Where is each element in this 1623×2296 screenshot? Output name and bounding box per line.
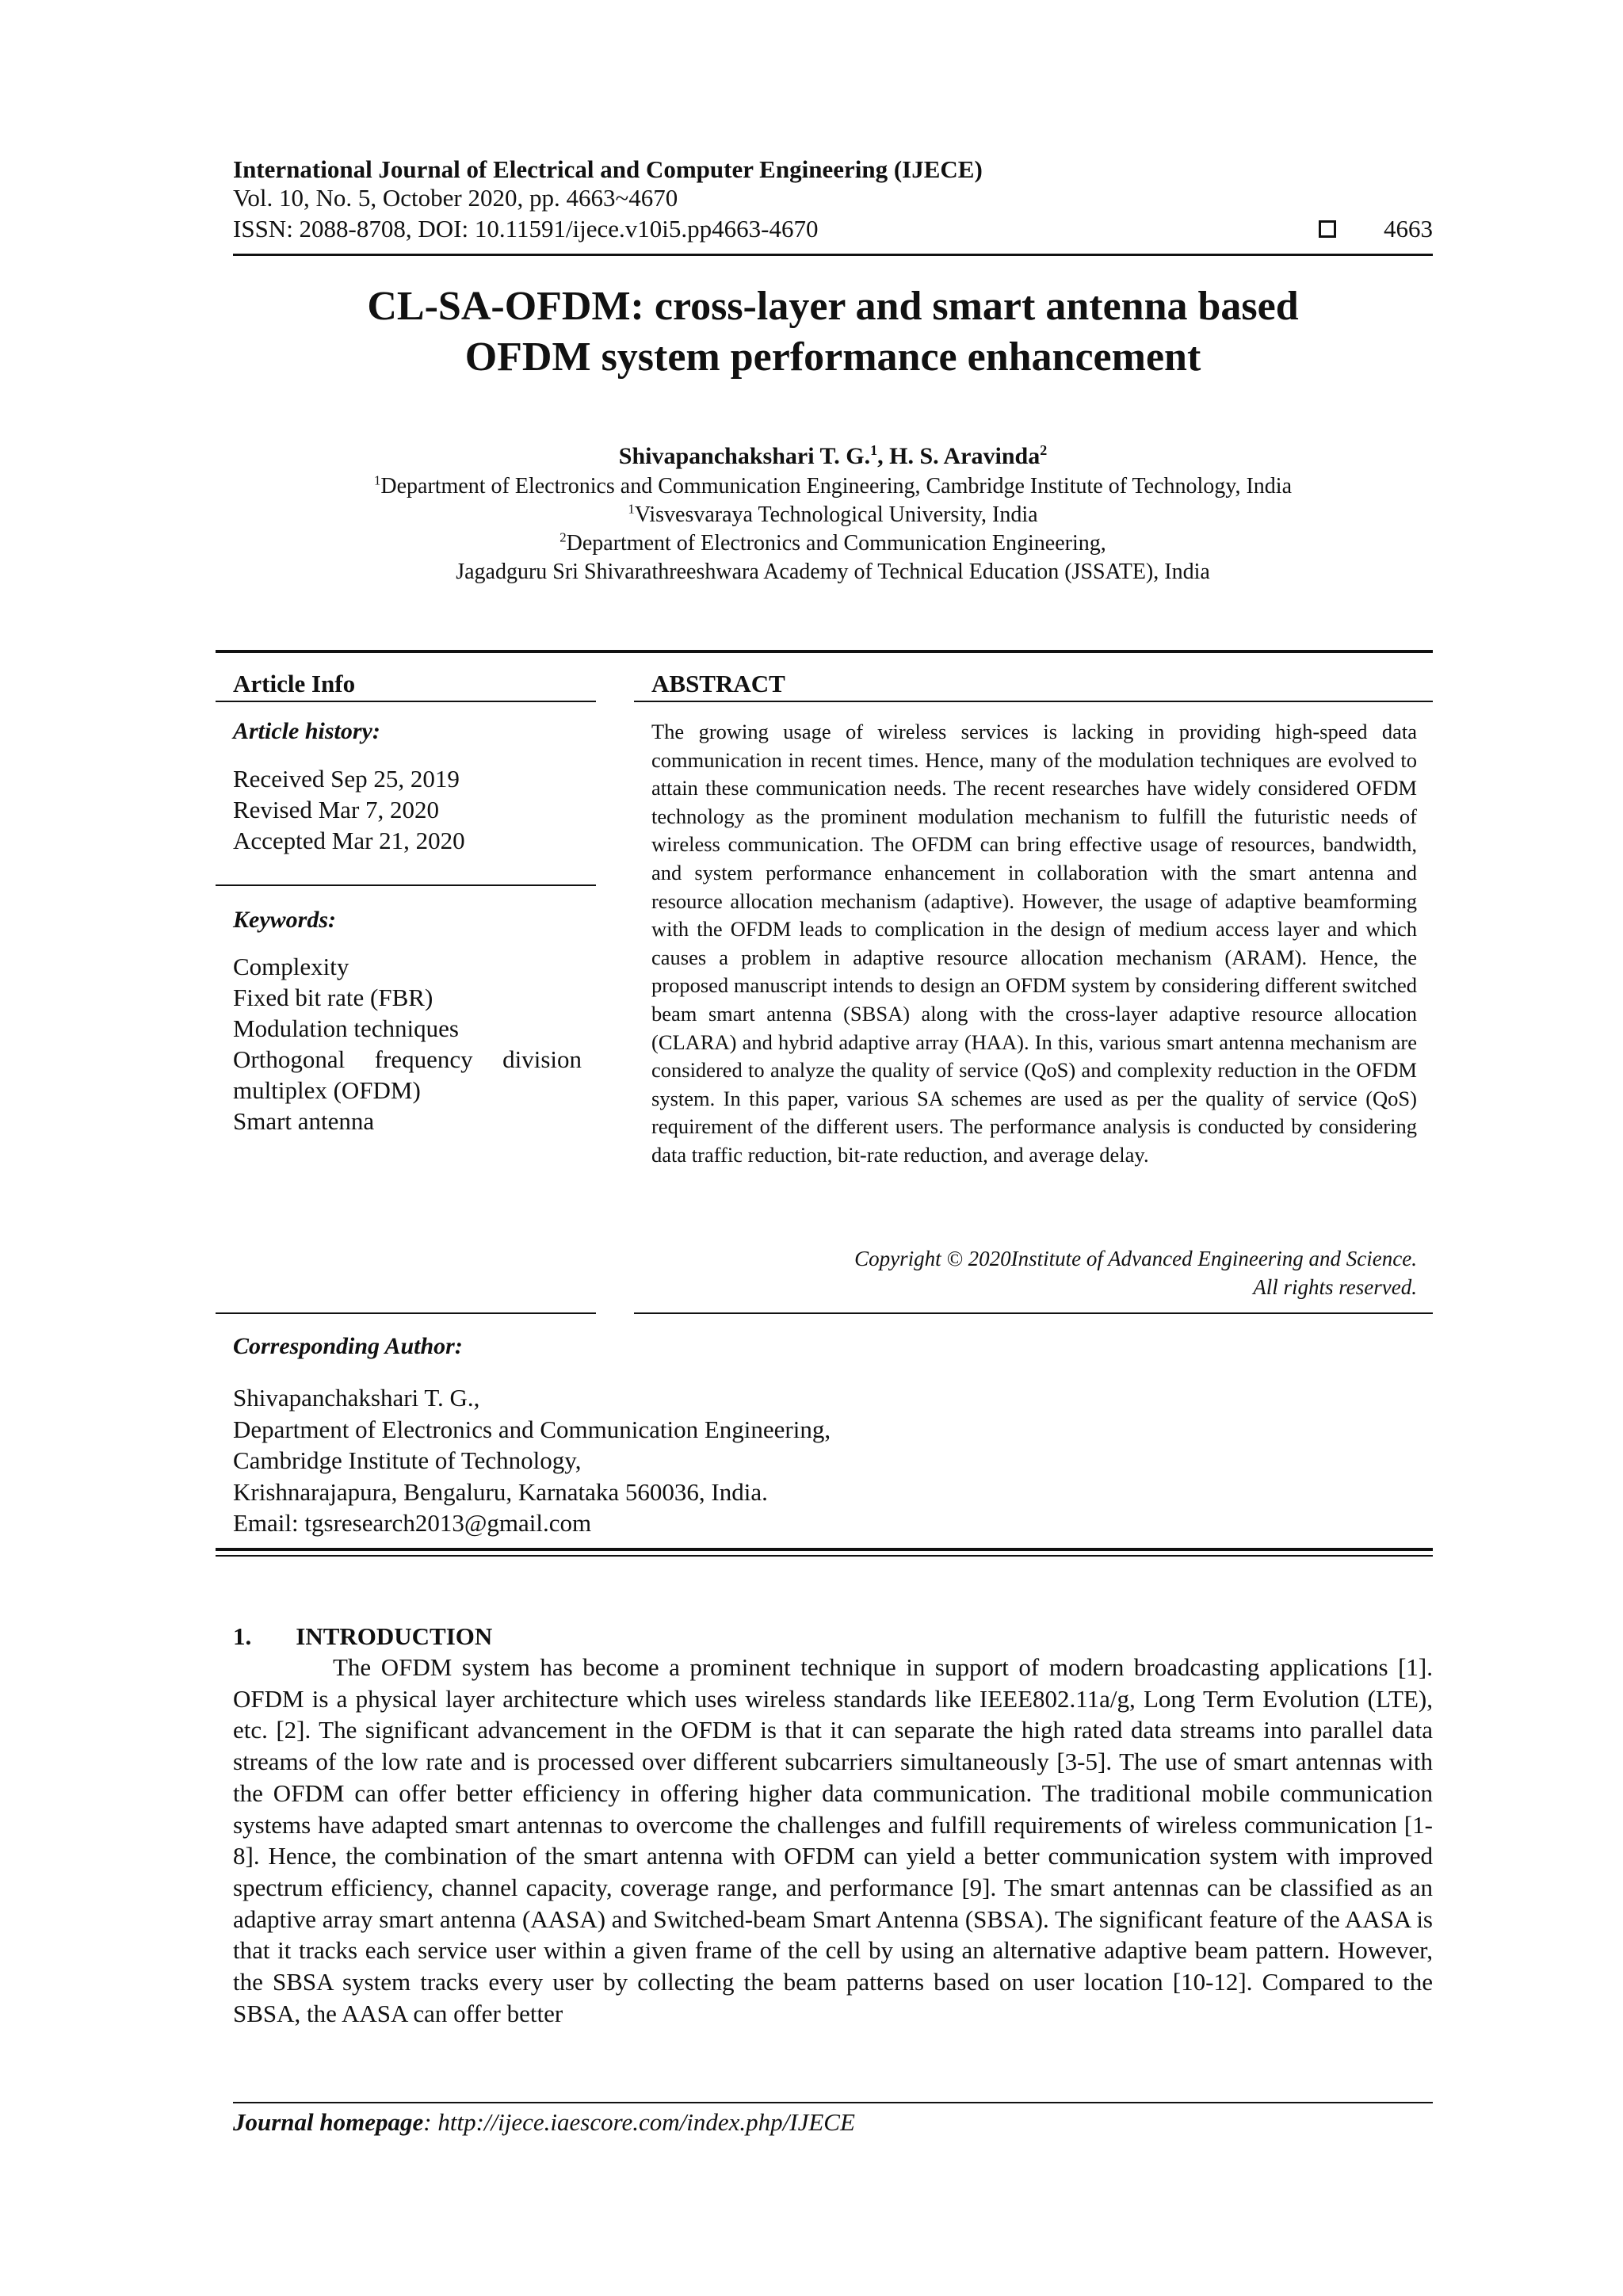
footer-rule	[233, 2102, 1433, 2103]
paper-title	[233, 281, 1433, 383]
affiliation	[233, 529, 1433, 558]
introduction-heading	[233, 1622, 492, 1652]
affiliation-text: Jagadguru Sri Shivarathreeshwara Academy of Technical Education (JSSATE), India	[456, 560, 1210, 584]
affiliation-text: Department of Electronics and Communication Engineering,	[566, 531, 1106, 556]
author-separator: ,	[877, 443, 890, 469]
homepage-separator: :	[423, 2108, 438, 2136]
affiliation-sup: 2	[559, 529, 567, 545]
corresponding-heading: Corresponding Author:	[233, 1333, 463, 1359]
homepage-url[interactable]: http://ijece.iaescore.com/index.php/IJECE	[437, 2108, 855, 2136]
keyword: Fixed bit rate (FBR)	[233, 984, 433, 1011]
keyword: Modulation techniques	[233, 1014, 459, 1042]
abstract-rule	[634, 701, 1433, 702]
author-name: Shivapanchakshari T. G.	[618, 443, 871, 469]
journal-issn: ISSN: 2088-8708, DOI: 10.11591/ijece.v10i5.pp4663-4670	[233, 215, 819, 243]
info-frame-bottom-rule-2	[216, 1555, 1433, 1557]
article-history	[233, 763, 465, 856]
keyword: multiplex (OFDM)	[233, 1076, 421, 1104]
corresponding-rule-right	[634, 1312, 1433, 1314]
copyright-line-1: Copyright © 2020Institute of Advanced Engineering and Science.	[854, 1247, 1417, 1270]
section-number: 1.	[233, 1622, 252, 1650]
affiliation	[233, 501, 1433, 529]
square-bullet-icon	[1319, 220, 1336, 238]
info-frame-top-rule	[216, 650, 1433, 653]
copyright-line-2: All rights reserved.	[1253, 1275, 1417, 1299]
section-title: INTRODUCTION	[296, 1622, 493, 1650]
corresponding-institute: Cambridge Institute of Technology,	[233, 1446, 582, 1474]
journal-volume: Vol. 10, No. 5, October 2020, pp. 4663~4670	[233, 184, 678, 212]
homepage-label: Journal homepage	[233, 2108, 424, 2136]
affiliation-text: Department of Electronics and Communication Engineering, Cambridge Institute of Technology, India	[380, 474, 1293, 499]
header-rule	[233, 254, 1433, 256]
keyword: Smart antenna	[233, 1107, 375, 1135]
keyword: Orthogonal frequency division	[233, 1045, 582, 1073]
corresponding-dept: Department of Electronics and Communication Engineering,	[233, 1415, 831, 1443]
author-affil-sup: 1	[870, 442, 878, 458]
introduction-text: The OFDM system has become a prominent technique in support of modern broadcasting applications [1]. OFDM is a physical layer architecture which uses wireless standards like IEEE802.11a/g, Long Term Evolution (LTE), etc. [2]. The significant advancement in the OFDM is that it can separate the high rated data streams into parallel data streams of the low rate and is processed over different subcarriers simultaneously [3-5]. The use of smart antennas with the OFDM can offer better efficiency in offering higher data communication. The traditional mobile communication systems have adapted smart antennas to overcome the challenges and fulfill requirements of wireless communication [1-8]. Hence, the combination of the smart antenna with OFDM can yield a better communication system with improved spectrum efficiency, channel capacity, coverage range, and performance [9]. The smart antennas can be classified as an adaptive array smart antenna (AASA) and Switched-beam Smart Antenna (SBSA). The significant feature of the AASA is that it tracks each service user within a given frame of the cell by using an alternative adaptive beam pattern. However, the SBSA system tracks every user by collecting the beam patterns based on user location [10-12]. Compared to the SBSA, the AASA can offer better	[233, 1653, 1433, 2027]
keywords-list	[233, 951, 582, 1137]
affiliation-text: Visvesvaraya Technological University, India	[634, 502, 1038, 527]
corresponding-rule-left	[216, 1312, 596, 1314]
article-history-heading: Article history:	[233, 718, 380, 744]
keyword: Complexity	[233, 953, 349, 980]
author-list	[233, 441, 1433, 472]
title-line-1: CL-SA-OFDM: cross-layer and smart antenna based	[367, 284, 1299, 329]
affiliation	[233, 558, 1433, 586]
keywords-rule	[216, 884, 596, 886]
info-frame-bottom-rule	[216, 1548, 1433, 1551]
journal-homepage	[233, 2107, 855, 2138]
author-name: H. S. Aravinda	[889, 443, 1041, 469]
corresponding-address: Krishnarajapura, Bengaluru, Karnataka 560036, India.	[233, 1477, 768, 1506]
copyright-notice	[651, 1244, 1417, 1301]
history-accepted: Accepted Mar 21, 2020	[233, 827, 465, 854]
title-line-2: OFDM system performance enhancement	[464, 334, 1201, 380]
author-affil-sup: 2	[1040, 442, 1048, 458]
affiliation	[233, 472, 1433, 501]
article-info-heading: Article Info	[233, 670, 356, 697]
page-number-block	[1319, 215, 1433, 243]
corresponding-email: Email: tgsresearch2013@gmail.com	[233, 1509, 592, 1537]
journal-name: International Journal of Electrical and Computer Engineering (IJECE)	[233, 155, 983, 183]
abstract-heading: ABSTRACT	[651, 670, 785, 697]
corresponding-name: Shivapanchakshari T. G.,	[233, 1384, 480, 1412]
article-info-rule	[216, 701, 596, 702]
affiliation-sup: 1	[628, 501, 635, 517]
abstract-text: The growing usage of wireless services is lacking in providing high-speed data communication in recent times. Hence, many of the modulation techniques are evolved to attain these communication needs. The recent researches have widely considered OFDM technology as the prominent modulation mechanism to fulfill the futuristic needs of wireless communication. The OFDM can bring effective usage of resources, bandwidth, and system performance enhancement in collaboration with the smart antenna and resource allocation mechanism (adaptive). However, the usage of adaptive beamforming with the OFDM leads to complication in the design of medium access layer and which causes a problem in adaptive resource allocation mechanism (ARAM). Hence, the proposed manuscript intends to design an OFDM system by considering different switched beam smart antenna (SBSA) along with the cross-layer adaptive resource allocation (CLARA) and hybrid adaptive array (HAA). In this, various smart antenna mechanism are considered to analyze the quality of service (QoS) and complexity reduction in the OFDM system. In this paper, various SA schemes are used as per the quality of service (QoS) requirement of the different users. The performance analysis is conducted by considering data traffic reduction, bit-rate reduction, and average delay.	[651, 720, 1417, 1167]
corresponding-details	[233, 1382, 831, 1539]
affiliation-sup: 1	[373, 472, 381, 488]
history-revised: Revised Mar 7, 2020	[233, 796, 440, 823]
page-number: 4663	[1384, 215, 1433, 243]
keywords-heading: Keywords:	[233, 907, 336, 933]
history-received: Received Sep 25, 2019	[233, 765, 460, 793]
